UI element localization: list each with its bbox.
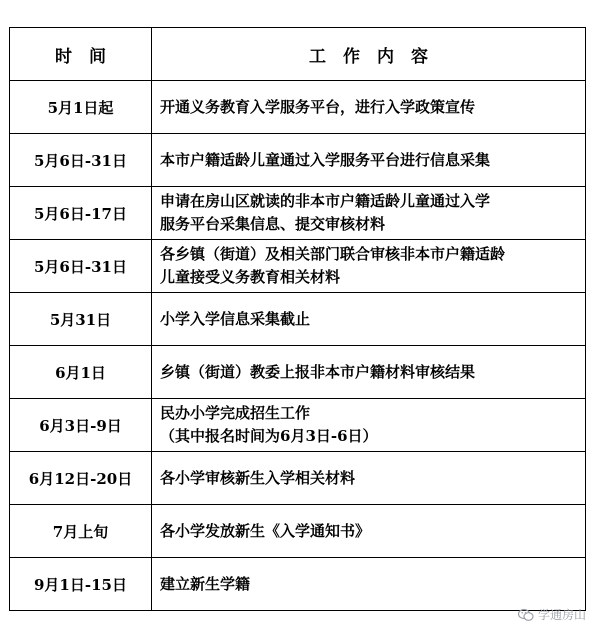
- row-time: 6月1日: [10, 346, 152, 399]
- table-row: [10, 240, 586, 293]
- table-row: [10, 505, 586, 558]
- header-content: 工 作 内 容: [152, 28, 586, 81]
- watermark: [518, 606, 586, 623]
- row-content: [152, 399, 586, 452]
- row-content: [152, 505, 586, 558]
- row-content-line: 儿童接受义务教育相关材料: [160, 268, 341, 286]
- row-content-line: 各小学审核新生入学相关材料: [160, 468, 356, 487]
- row-time: 5月6日-31日: [10, 240, 152, 293]
- row-content: [152, 134, 586, 187]
- row-time: 9月1日-15日: [10, 558, 152, 611]
- table-row: [10, 293, 586, 346]
- row-content-line: 民办小学完成招生工作: [160, 404, 311, 422]
- row-content-line: 本市户籍适龄儿童通过入学服务平台进行信息采集: [160, 150, 491, 169]
- row-content: [152, 452, 586, 505]
- wechat-logo-icon: [518, 608, 534, 622]
- row-time: 5月6日-17日: [10, 187, 152, 240]
- row-time: 5月6日-31日: [10, 134, 152, 187]
- table-row: [10, 187, 586, 240]
- table-header-row: [10, 28, 586, 81]
- row-time: 7月上旬: [10, 505, 152, 558]
- row-content: [152, 81, 586, 134]
- table-row: [10, 346, 586, 399]
- row-content-line: （其中报名时间为6月3日-6日）: [160, 427, 378, 445]
- row-content: [152, 187, 586, 240]
- table-row: [10, 452, 586, 505]
- table-row: [10, 81, 586, 134]
- table-row: [10, 558, 586, 611]
- watermark-text: 学通房山: [537, 608, 586, 622]
- enrollment-schedule-table: [9, 27, 586, 611]
- row-content-line: 小学入学信息采集截止: [160, 309, 311, 328]
- row-content-line: 建立新生学籍: [160, 574, 251, 593]
- header-time: 时 间: [10, 28, 152, 81]
- table-row: [10, 399, 586, 452]
- row-content-line: 申请在房山区就读的非本市户籍适龄儿童通过入学: [160, 192, 491, 210]
- row-time: 6月3日-9日: [10, 399, 152, 452]
- row-content-line: 各乡镇（街道）及相关部门联合审核非本市户籍适龄: [160, 245, 506, 263]
- row-time: 6月12日-20日: [10, 452, 152, 505]
- row-content: [152, 240, 586, 293]
- row-content: [152, 558, 586, 611]
- table-row: [10, 134, 586, 187]
- row-content-line: 开通义务教育入学服务平台，进行入学政策宣传: [160, 97, 476, 116]
- row-content: [152, 293, 586, 346]
- row-content-line: 服务平台采集信息、提交审核材料: [160, 215, 386, 233]
- row-content-line: 各小学发放新生《入学通知书》: [160, 521, 371, 540]
- row-time: 5月31日: [10, 293, 152, 346]
- row-content: [152, 346, 586, 399]
- row-content-line: 乡镇（街道）教委上报非本市户籍材料审核结果: [160, 362, 476, 381]
- row-time: 5月1日起: [10, 81, 152, 134]
